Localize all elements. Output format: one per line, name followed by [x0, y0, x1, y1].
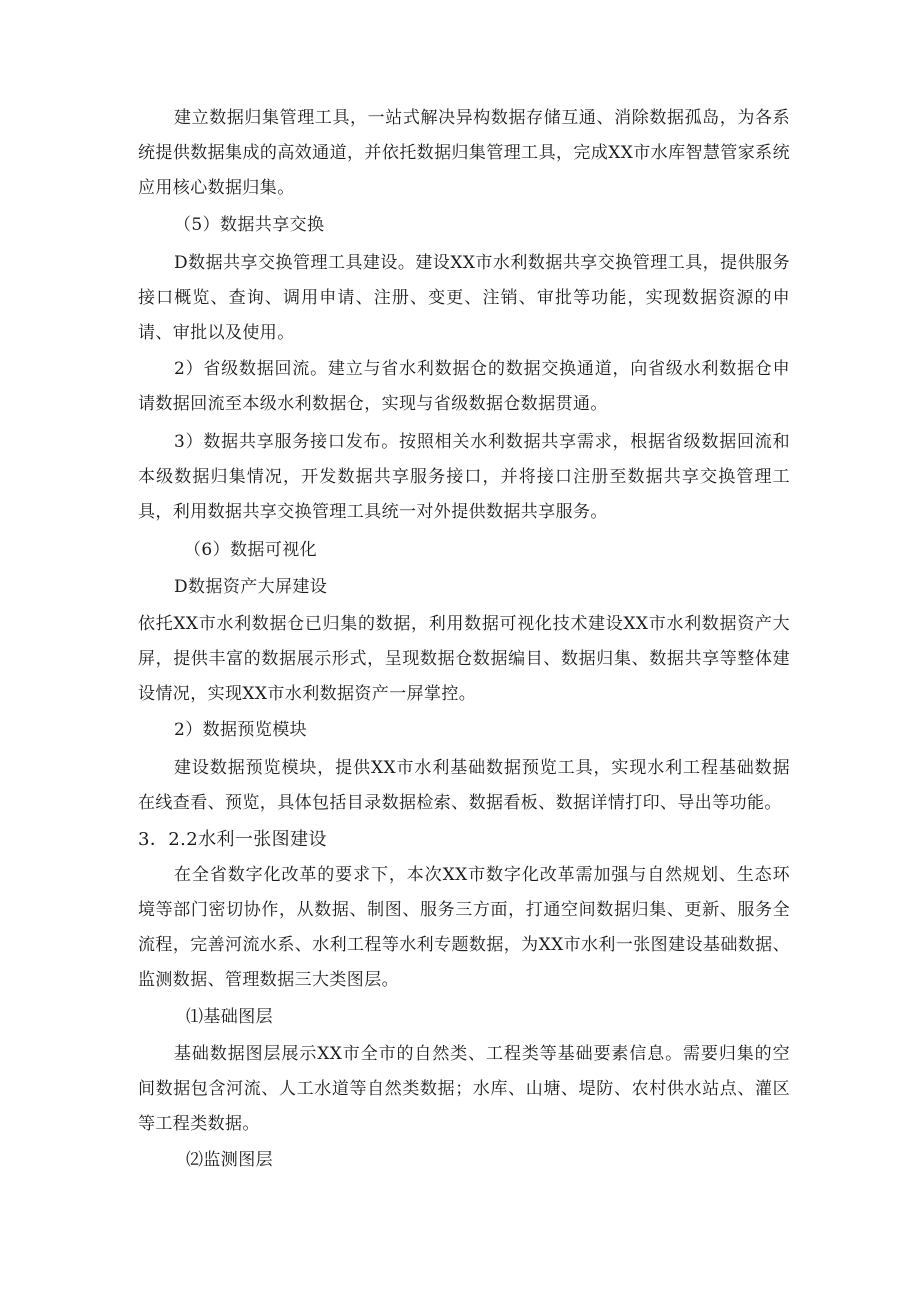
paragraph-sharing-interface: 3）数据共享服务接口发布。按照相关水利数据共享需求，根据省级数据回流和本级数据归集情况，开发数据共享服务接口，并将接口注册至数据共享交换管理工具，利用数据共享交换管理工具统一对外提供数据共享服务。	[138, 432, 790, 522]
heading-base-layer: ⑴基础图层	[186, 1007, 273, 1027]
paragraph-base-layer: 基础数据图层展示XX市全市的自然类、工程类等基础要素信息。需要归集的空间数据包含河流、人工水道等自然类数据；水库、山塘、堤防、农村供水站点、灌区等工程类数据。	[138, 1044, 790, 1134]
paragraph-data-collection-tool: 建立数据归集管理工具，一站式解决异构数据存储互通、消除数据孤岛，为各系统提供数据集成的高效通道，并依托数据归集管理工具，完成XX市水库智慧管家系统应用核心数据归集。	[138, 108, 790, 198]
paragraph-sharing-tool: D数据共享交换管理工具建设。建设XX市水利数据共享交换管理工具，提供服务接口概览、查询、调用申请、注册、变更、注销、审批等功能，实现数据资源的申请、审批以及使用。	[138, 253, 790, 343]
section-title-water-map: 3．2.2水利一张图建设	[138, 829, 327, 850]
paragraph-asset-screen: 依托XX市水利数据仓已归集的数据，利用数据可视化技术建设XX市水利数据资产大屏，提供丰富的数据展示形式，呈现数据仓数据编目、数据归集、数据共享等整体建设情况，实现XX市水利数据资产一屏掌控。	[138, 614, 790, 704]
heading-monitor-layer: ⑵监测图层	[186, 1150, 273, 1170]
heading-data-visualization: （6）数据可视化	[184, 540, 318, 560]
heading-data-preview: 2）数据预览模块	[174, 720, 308, 740]
heading-asset-screen: D数据资产大屏建设	[174, 577, 328, 597]
paragraph-water-map: 在全省数字化改革的要求下，本次XX市数字化改革需加强与自然规划、生态环境等部门密切协作，从数据、制图、服务三方面，打通空间数据归集、更新、服务全流程，完善河流水系、水利工程等水利专题数据，为XX市水利一张图建设基础数据、监测数据、管理数据三大类图层。	[138, 865, 790, 990]
heading-data-sharing-exchange: （5）数据共享交换	[174, 215, 325, 235]
paragraph-provincial-backflow: 2）省级数据回流。建立与省水利数据仓的数据交换通道，向省级水利数据仓申请数据回流至本级水利数据仓，实现与省级数据仓数据贯通。	[138, 359, 790, 414]
paragraph-data-preview: 建设数据预览模块，提供XX市水利基础数据预览工具，实现水利工程基础数据在线查看、预览，具体包括目录数据检索、数据看板、数据详情打印、导出等功能。	[138, 758, 790, 813]
